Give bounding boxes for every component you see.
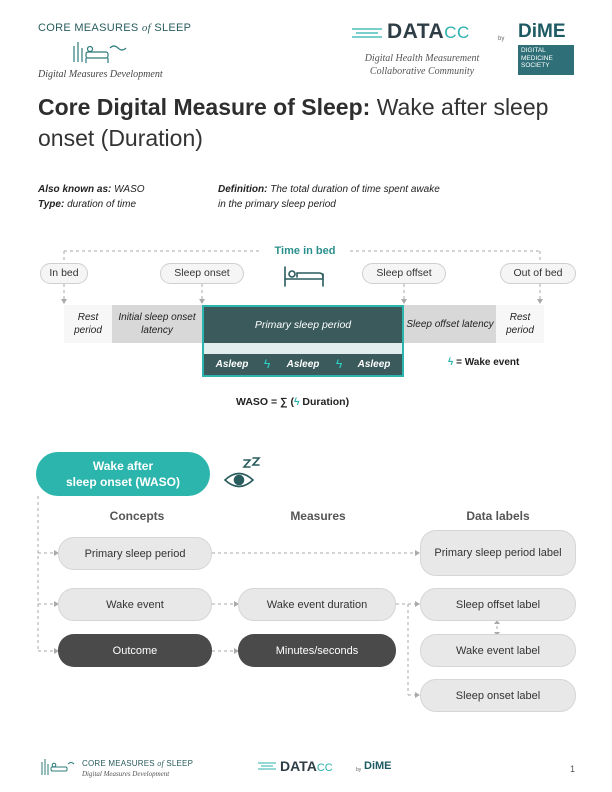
waso-title-pill: Wake after sleep onset (WASO) xyxy=(36,452,210,496)
footer-cms-subtitle: Digital Measures Development xyxy=(82,770,170,778)
concept-wake-event: Wake event xyxy=(58,588,212,621)
header-data-labels: Data labels xyxy=(466,509,530,523)
core-measures-logo-title: CORE MEASURES of SLEEP xyxy=(38,22,192,34)
datacc-subtitle: Digital Health Measurement Collaborative Community xyxy=(364,53,480,77)
dime-society-box: DIGITAL MEDICINE SOCIETY xyxy=(518,45,574,75)
wake-event-bolt-icon: ϟ xyxy=(448,357,454,368)
wake-event-bolt-icon: ϟ xyxy=(263,357,271,371)
segment-primary-sleep-period: Primary sleep period xyxy=(254,319,352,331)
segment-rest-period-left: Rest period xyxy=(64,305,112,343)
asleep-block: Asleep xyxy=(347,354,401,374)
page-title: Core Digital Measure of Sleep: Wake after sleep onset (Duration) xyxy=(38,94,549,151)
segment-sleep-offset-latency: Sleep offset latency xyxy=(404,305,496,343)
header-concepts: Concepts xyxy=(109,509,165,523)
marker-in-bed: In bed xyxy=(40,263,88,284)
footer-dime-logo: DiME xyxy=(364,760,392,772)
by-text: by xyxy=(498,36,505,42)
waso-formula: WASO = ∑ (ϟ Duration) xyxy=(236,396,350,408)
wake-event-bolt-icon: ϟ xyxy=(335,357,343,371)
asleep-block: Asleep xyxy=(205,354,259,374)
footer-datacc-wave-icon xyxy=(258,761,278,771)
wake-event-bolt-icon: ϟ xyxy=(293,396,300,408)
footer-cms-title: CORE MEASURES of SLEEP xyxy=(82,759,194,768)
time-in-bed-label: Time in bed xyxy=(274,245,336,257)
dime-logo: DiME xyxy=(518,21,566,42)
footer-bed-logo-icon xyxy=(38,757,78,777)
label-sleep-onset: Sleep onset label xyxy=(420,679,576,712)
measure-minutes-seconds: Minutes/seconds xyxy=(238,634,396,667)
core-measures-subtitle: Digital Measures Development xyxy=(38,69,163,80)
asleep-block: Asleep xyxy=(275,354,331,374)
marker-sleep-onset: Sleep onset xyxy=(160,263,244,284)
wake-event-legend: ϟ = Wake event xyxy=(448,357,520,368)
footer-by-text: by xyxy=(356,767,362,773)
page-number: 1 xyxy=(570,764,576,774)
label-sleep-offset: Sleep offset label xyxy=(420,588,576,621)
concept-primary-sleep-period: Primary sleep period xyxy=(58,537,212,570)
meta-left: Also known as: WASO Type: duration of time xyxy=(38,184,145,210)
footer-datacc-logo: DATACC xyxy=(280,758,333,774)
marker-out-of-bed: Out of bed xyxy=(500,263,576,284)
concept-outcome: Outcome xyxy=(58,634,212,667)
datacc-logo: DATACC xyxy=(387,20,470,43)
measure-wake-event-duration: Wake event duration xyxy=(238,588,396,621)
segment-rest-period-right: Rest period xyxy=(496,305,544,343)
marker-sleep-offset: Sleep offset xyxy=(362,263,446,284)
header-measures: Measures xyxy=(290,509,346,523)
label-wake-event: Wake event label xyxy=(420,634,576,667)
label-primary-sleep-period: Primary sleep period label xyxy=(420,530,576,576)
segment-initial-sleep-onset-latency: Initial sleep onset latency xyxy=(112,305,202,343)
meta-definition: Definition: The total duration of time spent awake in the primary sleep period xyxy=(218,184,440,210)
